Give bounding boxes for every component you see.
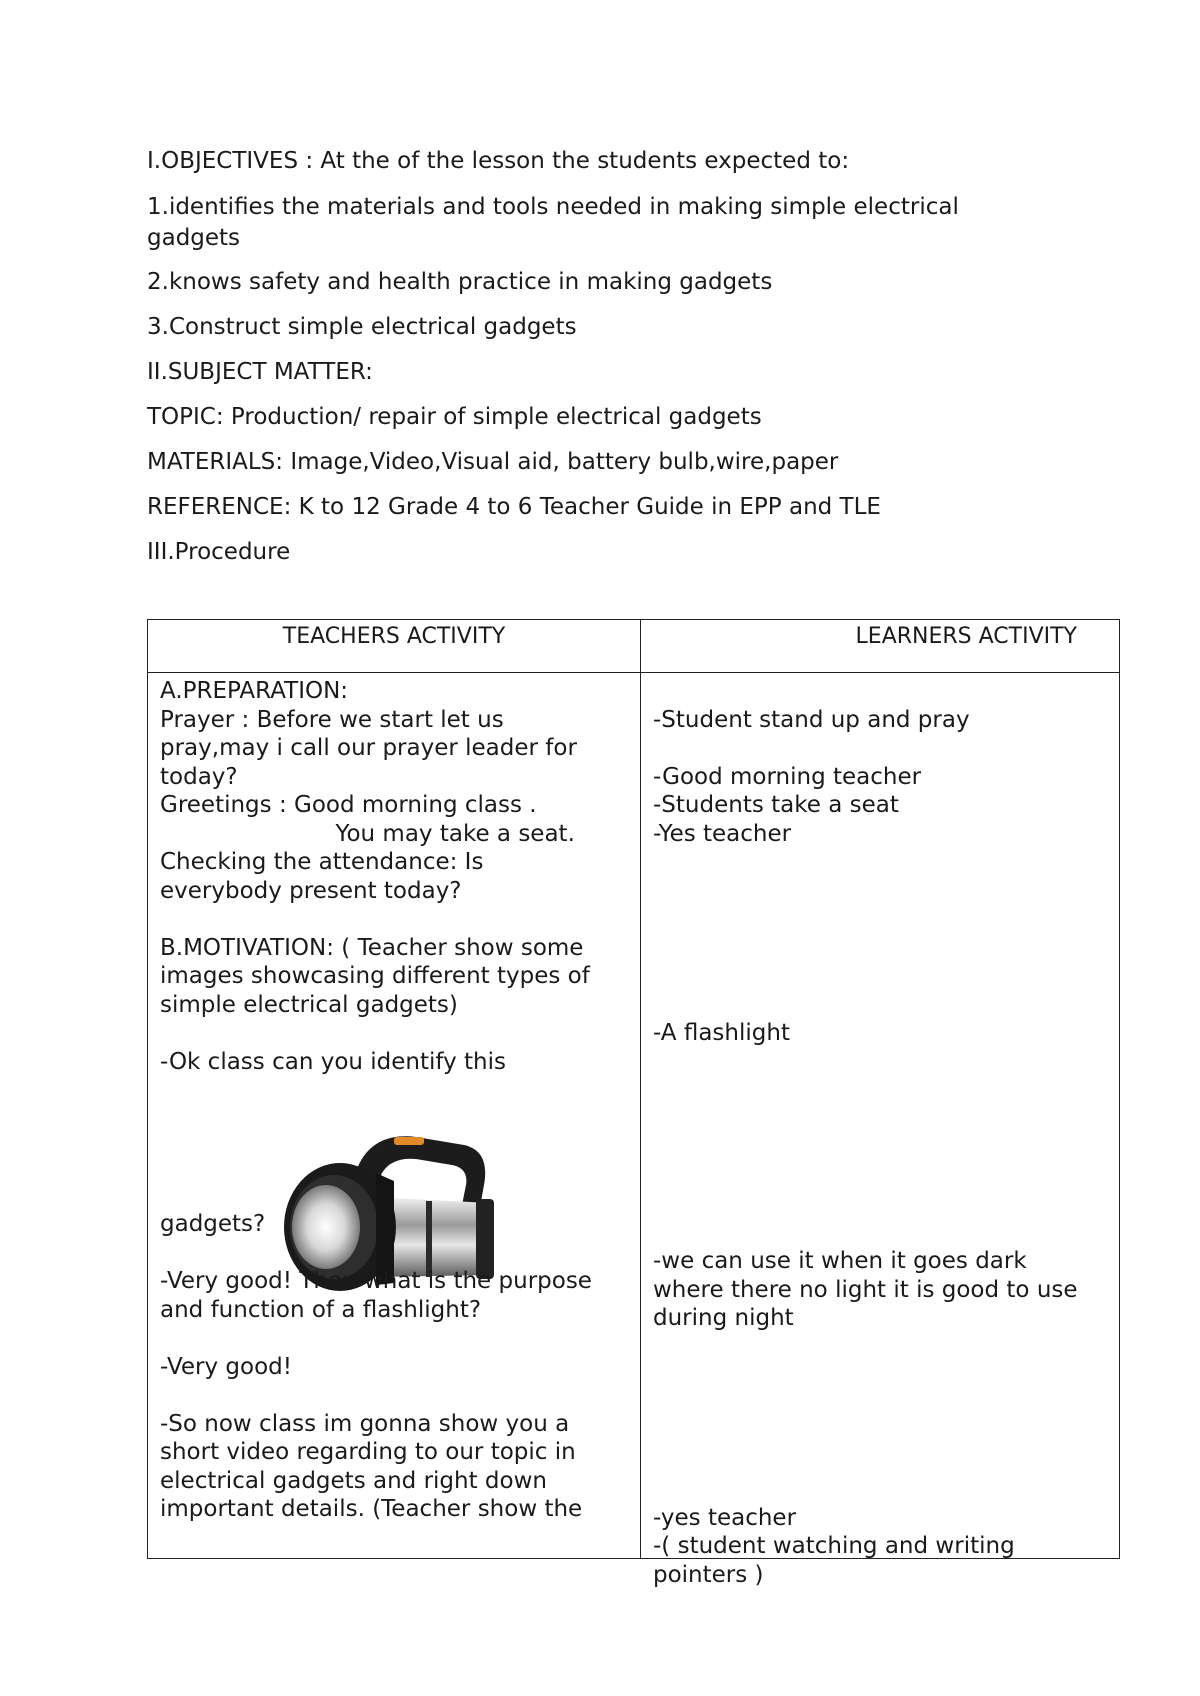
activity-line <box>653 734 1123 763</box>
activity-line <box>653 905 1123 934</box>
activity-line: important details. (Teacher show the <box>160 1496 583 1522</box>
subject-matter-heading: II.SUBJECT MATTER: <box>147 359 373 385</box>
teacher-activity-text-continued <box>160 1210 630 1524</box>
activity-line: during night <box>653 1305 794 1331</box>
activity-line: B.MOTIVATION: ( Teacher show some <box>160 934 584 961</box>
reference-line: REFERENCE: K to 12 Grade 4 to 6 Teacher Guide in EPP and TLE <box>147 494 881 520</box>
activity-line: -Students take a seat <box>653 792 899 818</box>
activity-line <box>653 1048 1123 1077</box>
activity-line: -yes teacher <box>653 1504 797 1531</box>
activity-line: today? <box>160 763 238 790</box>
activity-line <box>160 1239 630 1268</box>
activity-line <box>653 1390 1123 1419</box>
procedure-heading: III.Procedure <box>147 539 291 565</box>
activity-line: where there no light it is good to use <box>653 1276 1078 1303</box>
activity-line <box>653 991 1123 1020</box>
activity-line <box>653 1076 1123 1105</box>
procedure-table <box>147 619 1120 1588</box>
objective-3: 3.Construct simple electrical gadgets <box>147 314 577 340</box>
learners-activity-header: LEARNERS ACTIVITY <box>641 620 1120 673</box>
activity-line <box>653 848 1123 877</box>
activity-line: -Very good! Then what is the purpose <box>160 1268 592 1294</box>
activity-line <box>160 1019 630 1048</box>
learner-activity-text <box>653 677 1123 1589</box>
activity-line <box>653 962 1123 991</box>
activity-line: gadgets? <box>160 1211 266 1237</box>
activity-line <box>653 677 1123 706</box>
activity-line <box>653 1162 1123 1191</box>
procedure-table-header <box>148 620 1120 673</box>
activity-line: pointers ) <box>653 1561 764 1588</box>
activity-line: simple electrical gadgets) <box>160 991 458 1018</box>
objective-2: 2.knows safety and health practice in making gadgets <box>147 269 773 295</box>
activity-line: -Good morning teacher <box>653 763 922 790</box>
objectives-heading: I.OBJECTIVES : At the of the lesson the students expected to: <box>147 148 850 174</box>
activity-line: -Student stand up and pray <box>653 706 970 733</box>
activity-line: Checking the attendance: Is <box>160 849 484 875</box>
activity-line: -( student watching and writing <box>653 1533 1015 1559</box>
activity-line: -Yes teacher <box>653 820 792 847</box>
activity-line <box>653 1105 1123 1134</box>
activity-line <box>653 1333 1123 1362</box>
activity-line <box>653 1475 1123 1504</box>
activity-line: Prayer : Before we start let us <box>160 706 504 733</box>
activity-line: electrical gadgets and right down <box>160 1467 547 1494</box>
activity-line: You may take a seat. <box>160 820 575 847</box>
activity-line <box>653 1447 1123 1476</box>
activity-line <box>653 1133 1123 1162</box>
teachers-activity-cell <box>148 673 641 1559</box>
activity-line <box>653 1361 1123 1390</box>
procedure-table-body <box>148 673 1120 1559</box>
topic-line: TOPIC: Production/ repair of simple electrical gadgets <box>147 404 762 430</box>
activity-line <box>653 877 1123 906</box>
activity-line <box>160 1381 630 1410</box>
activity-line: -So now class im gonna show you a <box>160 1410 570 1437</box>
activity-line: -A flashlight <box>653 1020 790 1046</box>
activity-line: -Very good! <box>160 1353 292 1380</box>
activity-line <box>653 1418 1123 1447</box>
activity-line: images showcasing different types of <box>160 963 590 989</box>
teachers-activity-header: TEACHERS ACTIVITY <box>148 620 641 673</box>
materials-line: MATERIALS: Image,Video,Visual aid, battery bulb,wire,paper <box>147 449 839 475</box>
teacher-activity-text <box>160 677 630 1076</box>
activity-line <box>653 1190 1123 1219</box>
activity-line: A.PREPARATION: <box>160 678 349 704</box>
activity-line <box>160 905 630 934</box>
activity-line <box>653 1219 1123 1248</box>
objective-1-line-2: gadgets <box>147 225 241 251</box>
activity-line: -we can use it when it goes dark <box>653 1248 1027 1274</box>
activity-line: short video regarding to our topic in <box>160 1439 576 1465</box>
activity-line: Greetings : Good morning class . <box>160 792 537 818</box>
activity-line: -Ok class can you identify this <box>160 1048 506 1075</box>
activity-line: everybody present today? <box>160 877 462 904</box>
activity-line: pray,may i call our prayer leader for <box>160 735 577 761</box>
activity-line <box>653 934 1123 963</box>
activity-line <box>160 1324 630 1353</box>
activity-line: and function of a flashlight? <box>160 1296 482 1323</box>
objective-1-line-1: 1.identifies the materials and tools needed in making simple electrical <box>147 194 959 220</box>
learners-activity-cell <box>641 673 1120 1588</box>
